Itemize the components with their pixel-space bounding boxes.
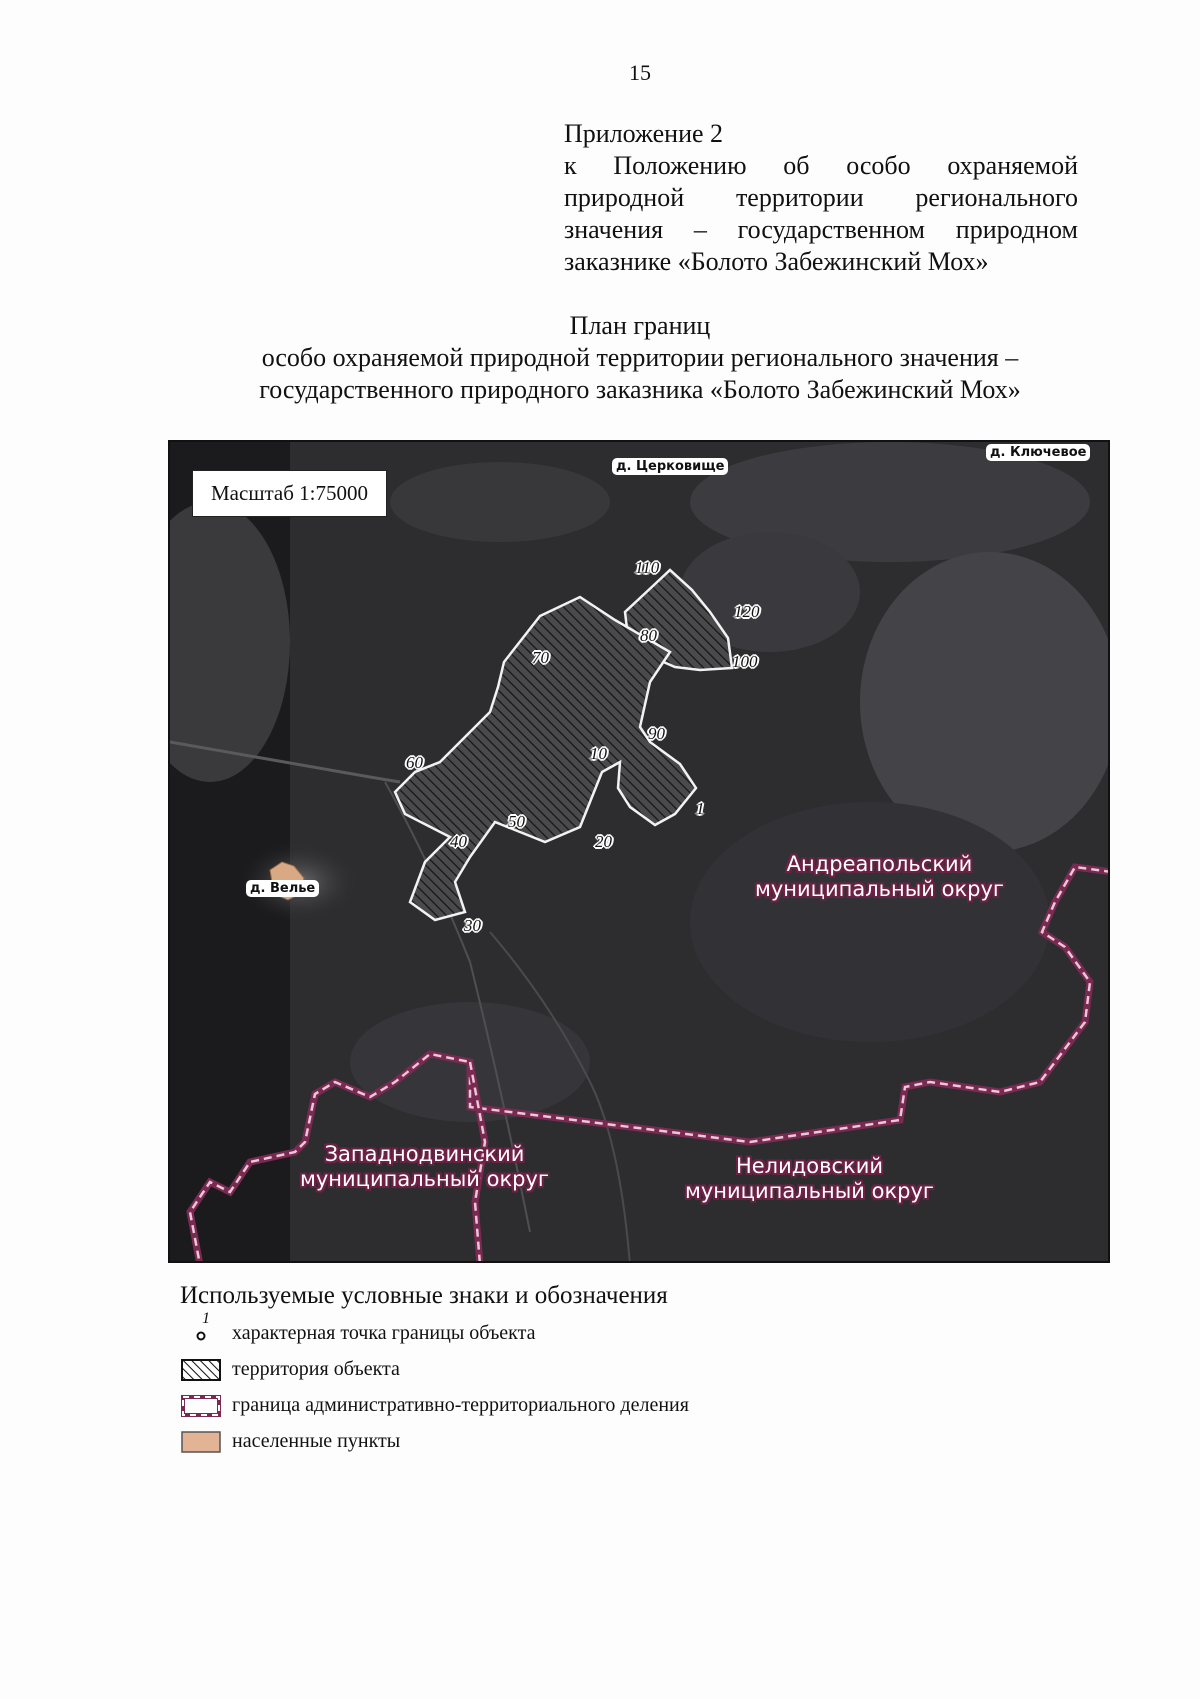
- plan-heading: [200, 310, 1080, 406]
- legend-item: [180, 1426, 880, 1462]
- appendix-text: к Положению об особо охраняемой природной территории регионального значения – государственном природном заказнике «Болото Забежинский Мох»: [564, 151, 1078, 276]
- boundary-point-label: 1: [696, 799, 705, 818]
- region-type: муниципальный округ: [755, 877, 1004, 901]
- region-label-zapadnodvinsk: [300, 1142, 549, 1192]
- region-name: Андреапольский: [786, 852, 973, 876]
- legend-label: характерная точка границы объекта: [232, 1322, 536, 1344]
- legend-item: [180, 1310, 880, 1354]
- boundary-point-label: 90: [648, 724, 665, 743]
- place-label-velye: д. Велье: [246, 880, 319, 897]
- region-type: муниципальный округ: [300, 1167, 549, 1191]
- legend: [180, 1310, 880, 1462]
- place-label-tserkovishche: д. Церковище: [612, 458, 728, 475]
- place-label-klyuchevoe: д. Ключевое: [986, 444, 1090, 461]
- point-index-sample: 1: [202, 1310, 210, 1327]
- admin-boundary-icon: [180, 1394, 222, 1418]
- page-number: 15: [629, 60, 651, 85]
- legend-label: территория объекта: [232, 1358, 400, 1380]
- boundary-point-label: 30: [464, 916, 481, 935]
- region-label-andreapol: [755, 852, 1004, 902]
- appendix-title: Приложение 2: [564, 119, 724, 148]
- boundary-point-label: 70: [532, 648, 549, 667]
- boundary-point-label: 20: [595, 832, 612, 851]
- boundary-map: [168, 440, 1110, 1263]
- settlement-icon: [180, 1430, 222, 1454]
- legend-item: [180, 1390, 880, 1426]
- boundary-point-label: 60: [406, 753, 423, 772]
- legend-title: Используемые условные знаки и обозначения: [180, 1282, 668, 1309]
- legend-label: населенные пункты: [232, 1430, 401, 1452]
- plan-heading-line-2: особо охраняемой природной территории регионального значения –: [261, 343, 1019, 372]
- region-type: муниципальный округ: [685, 1179, 934, 1203]
- boundary-point-icon: [180, 1310, 222, 1346]
- region-name: Западнодвинский: [324, 1142, 525, 1166]
- bog-patch: [690, 802, 1050, 1042]
- boundary-point-label: 100: [732, 652, 758, 671]
- boundary-point-label: 80: [640, 626, 657, 645]
- appendix-header: [564, 118, 1078, 278]
- boundary-point-label: 50: [508, 812, 525, 831]
- plan-heading-line-1: План границ: [569, 311, 711, 340]
- field-patch: [390, 462, 610, 542]
- plan-heading-line-3: государственного природного заказника «Болото Забежинский Мох»: [259, 375, 1021, 404]
- map-scale: Масштаб 1:75000: [192, 470, 387, 517]
- region-label-nelidovo: [685, 1154, 934, 1204]
- boundary-point-label: 120: [734, 602, 760, 621]
- region-name: Нелидовский: [735, 1154, 883, 1178]
- boundary-point-label: 10: [590, 744, 607, 763]
- boundary-point-label: 40: [450, 832, 467, 851]
- boundary-point-label: 110: [635, 558, 660, 577]
- legend-label: граница административно-территориального деления: [232, 1394, 689, 1416]
- legend-item: [180, 1354, 880, 1390]
- hatched-area-icon: [180, 1358, 222, 1382]
